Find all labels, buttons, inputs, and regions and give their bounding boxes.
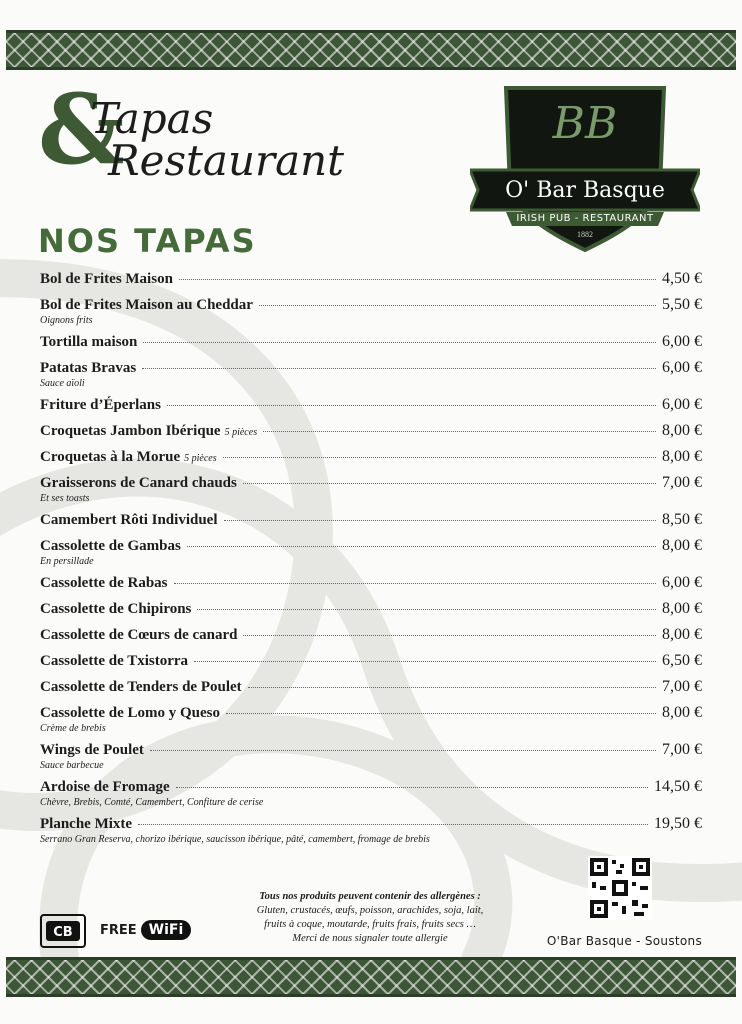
menu-item — [40, 741, 702, 776]
menu-item — [40, 270, 702, 294]
dot-leader — [179, 279, 656, 280]
menu-item-name: Ardoise de Fromage — [40, 779, 170, 795]
menu-item — [40, 652, 702, 676]
menu-item-description: Oignons frits — [40, 315, 93, 326]
dot-leader — [226, 713, 656, 714]
menu-item — [40, 448, 702, 472]
logo-year: 1882 — [577, 230, 593, 239]
menu-item-price: 8,00 € — [662, 704, 702, 721]
card-logo-text: CB — [53, 925, 73, 940]
restaurant-heading — [38, 73, 378, 200]
menu-item-row — [40, 448, 702, 472]
menu-item-name: Bol de Frites Maison — [40, 271, 173, 287]
menu-item-name: Wings de Poulet — [40, 742, 144, 758]
menu-item — [40, 815, 702, 850]
menu-item — [40, 678, 702, 702]
dot-leader — [259, 305, 656, 306]
heading-tapas: Tapas — [90, 94, 214, 143]
menu-item-name: Cassolette de Lomo y Queso — [40, 705, 220, 721]
dot-leader — [143, 342, 656, 343]
menu-item-name: Tortilla maison — [40, 334, 138, 350]
menu-item-price: 6,00 € — [662, 359, 702, 376]
menu-item-name: Cassolette de Chipirons — [40, 601, 192, 617]
menu-item — [40, 704, 702, 739]
menu-item-price: 6,00 € — [662, 574, 702, 591]
menu-item-row — [40, 511, 702, 535]
section-title: NOS TAPAS — [38, 222, 257, 260]
menu-item-price: 8,00 € — [662, 448, 702, 465]
menu-item-name: Cassolette de Txistorra — [40, 653, 189, 669]
menu-item-name: Cassolette de Gambas — [40, 538, 181, 554]
menu-item-name: Friture d’Éperlans — [40, 397, 161, 413]
menu-item — [40, 422, 702, 446]
menu-item-name: Cassolette de Cœurs de canard — [40, 627, 238, 643]
allergen-line: Merci de nous signaler toute allergie — [292, 933, 448, 944]
dot-leader — [223, 457, 656, 458]
menu-item-description: Et ses toasts — [40, 493, 90, 504]
menu-item-quantity: 5 pièces — [184, 453, 217, 464]
menu-item-price: 14,50 € — [654, 778, 702, 795]
menu-item-name: Cassolette de Tenders de Poulet — [40, 679, 242, 695]
menu-item-row — [40, 333, 702, 357]
logo-tagline: IRISH PUB - RESTAURANT — [516, 213, 654, 224]
heading-restaurant: Restaurant — [108, 136, 345, 185]
menu-item-row — [40, 270, 702, 294]
menu-item-description: Serrano Gran Reserva, chorizo ibérique, saucisson ibérique, pâté, camembert, fromage de brebis — [40, 834, 430, 845]
menu-item-row — [40, 396, 702, 420]
menu-item-price: 6,00 € — [662, 396, 702, 413]
menu-item-name: Cassolette de Rabas — [40, 575, 168, 591]
menu-item-price: 8,00 € — [662, 600, 702, 617]
menu-item-price: 5,50 € — [662, 296, 702, 313]
menu-item — [40, 396, 702, 420]
dot-leader — [243, 635, 656, 636]
menu-item-description: En persillade — [40, 556, 94, 567]
menu-item-row — [40, 678, 702, 702]
location-label: O'Bar Basque - Soustons — [546, 934, 702, 948]
menu-item — [40, 600, 702, 624]
dot-leader — [187, 546, 656, 547]
menu-item-price: 8,00 € — [662, 626, 702, 643]
cb-card-icon — [40, 914, 86, 948]
menu-item — [40, 778, 702, 813]
menu-item-price: 6,00 € — [662, 333, 702, 350]
menu-item-price: 4,50 € — [662, 270, 702, 287]
menu-item-name: Bol de Frites Maison au Cheddar — [40, 297, 253, 313]
menu-item-row — [40, 574, 702, 598]
menu-item-price: 7,00 € — [662, 678, 702, 695]
menu-item-price: 8,50 € — [662, 511, 702, 528]
dot-leader — [174, 583, 657, 584]
celtic-border-top — [6, 30, 736, 70]
menu-item-name: Croquetas Jambon Ibérique — [40, 423, 221, 439]
menu-item-price: 7,00 € — [662, 741, 702, 758]
allergen-heading: Tous nos produits peuvent contenir des allergènes : — [259, 891, 481, 902]
obar-basque-logo — [470, 78, 700, 254]
menu-item-price: 6,50 € — [662, 652, 702, 669]
menu-item-row — [40, 626, 702, 650]
free-wifi-badge — [100, 916, 191, 944]
dot-leader — [138, 824, 648, 825]
menu-item-name: Croquetas à la Morue — [40, 449, 181, 465]
menu-item-price: 19,50 € — [654, 815, 702, 832]
menu-item-row — [40, 652, 702, 676]
menu-item-name: Planche Mixte — [40, 816, 133, 832]
menu-item-price: 8,00 € — [662, 422, 702, 439]
menu-item-name: Patatas Bravas — [40, 360, 137, 376]
menu-item-description: Sauce barbecue — [40, 760, 104, 771]
allergen-line: Gluten, crustacés, œufs, poisson, arachides, soja, lait, — [256, 905, 484, 916]
menu-item-name: Camembert Rôti Individuel — [40, 512, 218, 528]
dot-leader — [194, 661, 656, 662]
menu-item — [40, 296, 702, 331]
menu-item — [40, 537, 702, 572]
menu-item-price: 8,00 € — [662, 537, 702, 554]
ampersand: & — [38, 73, 125, 186]
logo-monogram: BB — [552, 98, 618, 149]
qr-code-icon[interactable] — [588, 856, 652, 920]
dot-leader — [142, 368, 656, 369]
tapas-list — [40, 270, 702, 852]
menu-item-price: 7,00 € — [662, 474, 702, 491]
menu-item — [40, 511, 702, 535]
dot-leader — [150, 750, 656, 751]
dot-leader — [243, 483, 656, 484]
menu-item-row — [40, 422, 702, 446]
menu-item — [40, 333, 702, 357]
dot-leader — [167, 405, 656, 406]
logo-name: O' Bar Basque — [505, 178, 665, 203]
allergen-notice — [200, 890, 540, 946]
menu-item-row — [40, 600, 702, 624]
dot-leader — [176, 787, 648, 788]
menu-item-name: Graisserons de Canard chauds — [40, 475, 237, 491]
menu-item-description: Sauce aïoli — [40, 378, 85, 389]
dot-leader — [263, 431, 656, 432]
menu-item — [40, 359, 702, 394]
menu-item-description: Crème de brebis — [40, 723, 106, 734]
dot-leader — [197, 609, 656, 610]
menu-item — [40, 626, 702, 650]
wifi-icon: WiFi — [141, 920, 192, 940]
menu-item — [40, 574, 702, 598]
allergen-line: fruits à coque, moutarde, fruits frais, fruits secs … — [264, 919, 476, 930]
menu-item-quantity: 5 pièces — [224, 427, 258, 438]
wifi-free-label: FREE — [100, 922, 137, 938]
menu-item — [40, 474, 702, 509]
dot-leader — [224, 520, 657, 521]
celtic-border-bottom — [6, 957, 736, 997]
dot-leader — [248, 687, 656, 688]
menu-item-description: Chèvre, Brebis, Comté, Camembert, Confiture de cerise — [40, 797, 264, 808]
